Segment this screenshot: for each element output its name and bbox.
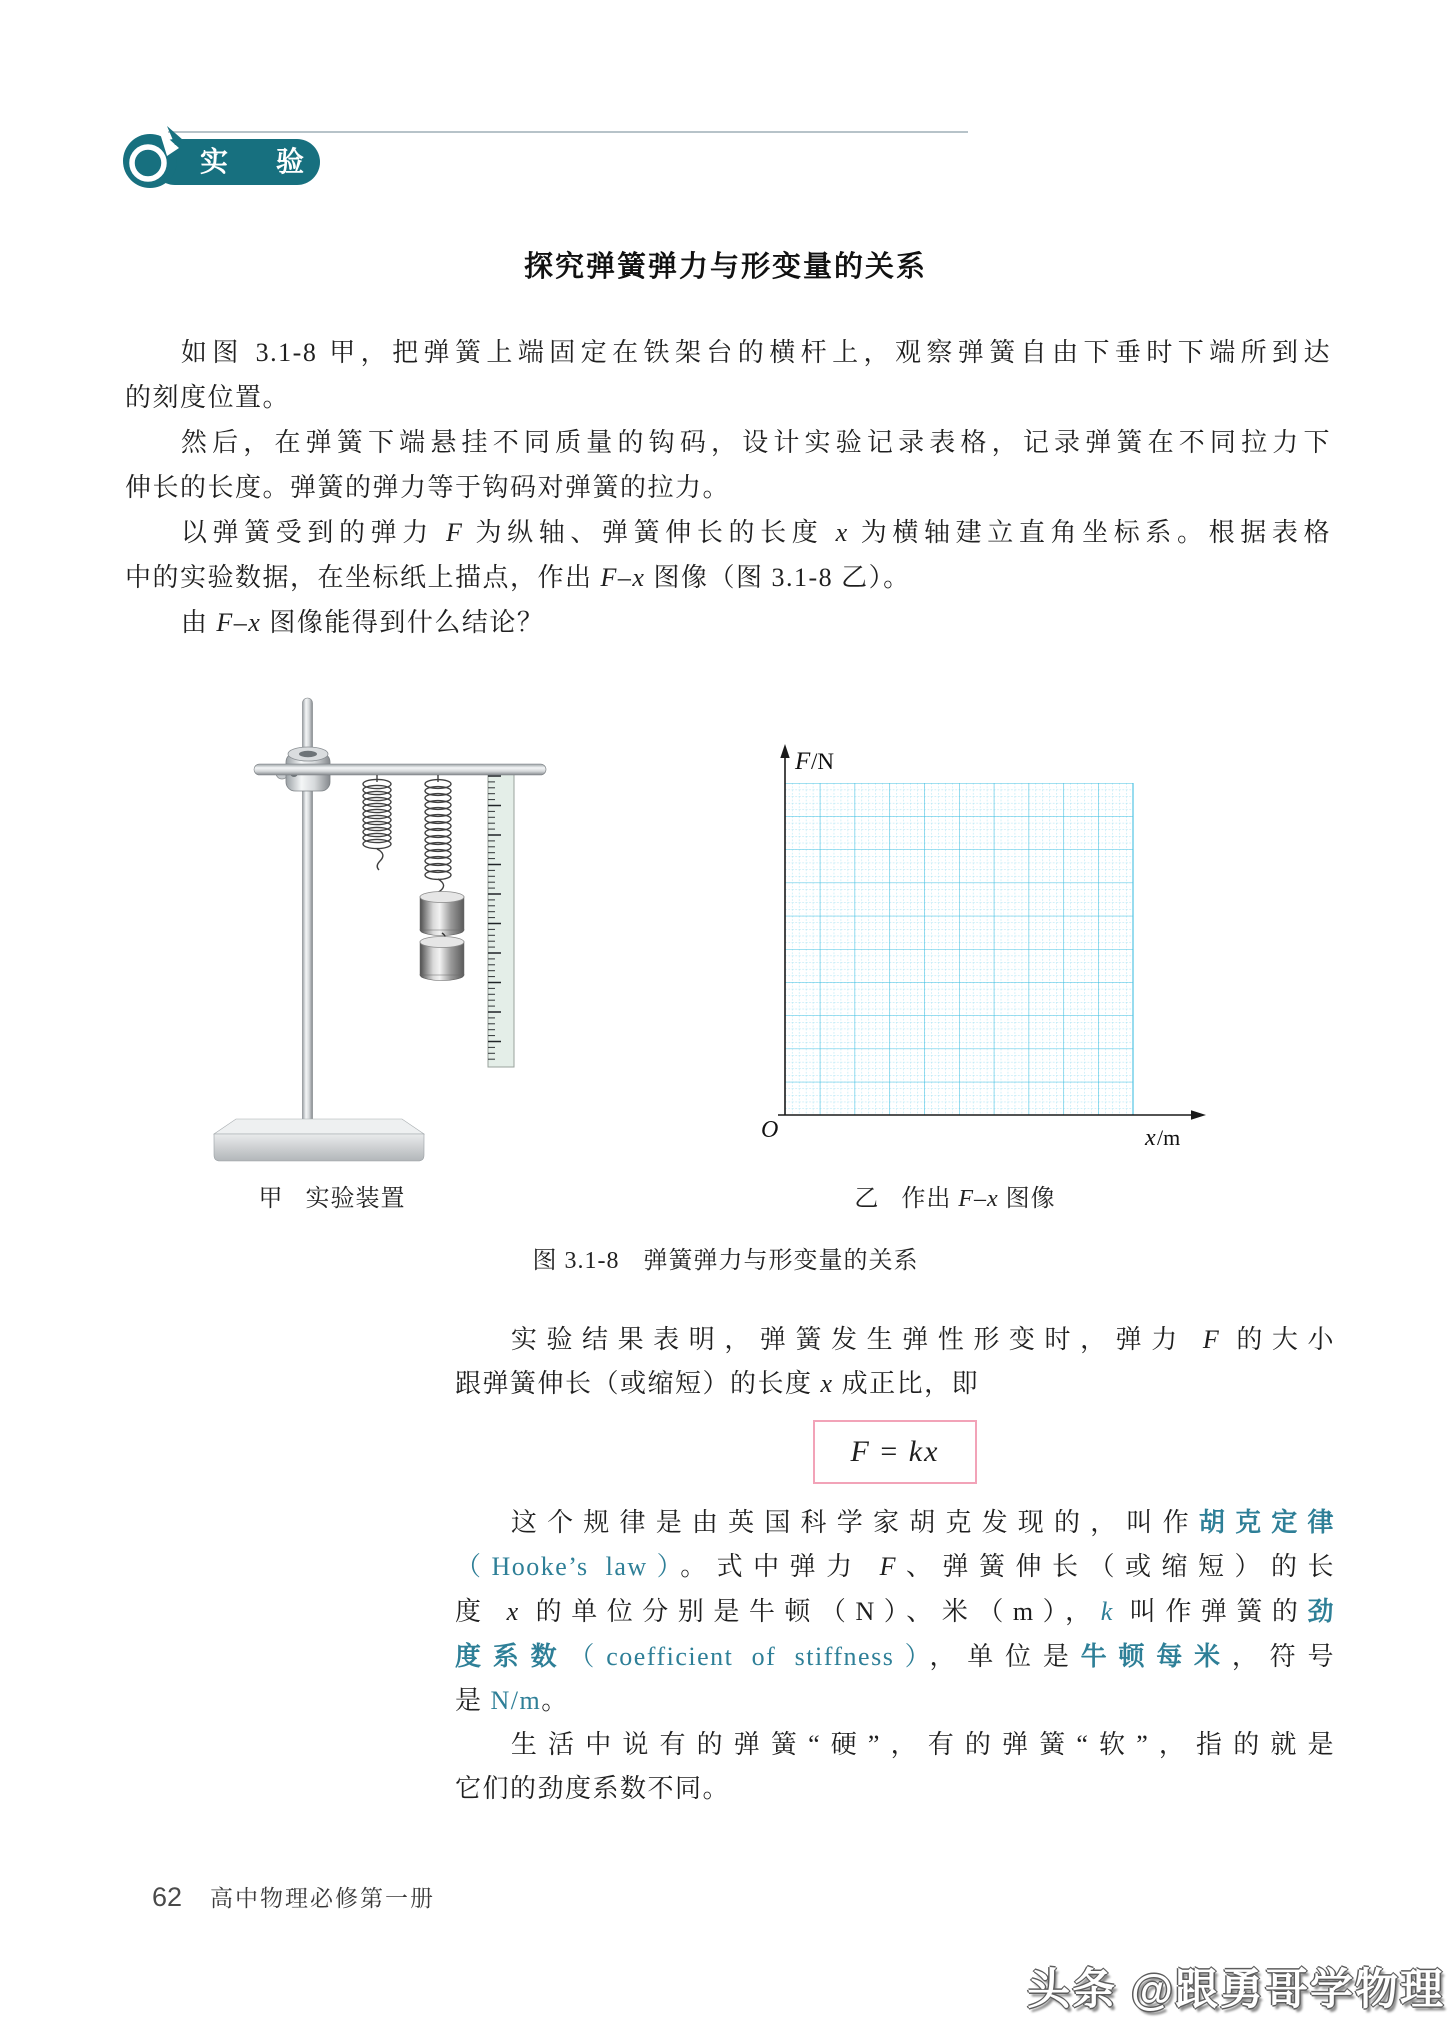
graph-paper — [785, 783, 1133, 1115]
caption-tag: 乙 — [854, 1186, 880, 1212]
intro-line: 伸长的长度。弹簧的弹力等于钩码对弹簧的拉力。 — [125, 473, 731, 502]
var-x: x — [987, 1186, 999, 1212]
page-title: 探究弹簧弹力与形变量的关系 — [523, 251, 927, 283]
results-line: 是 N/m。 — [455, 1686, 569, 1715]
term-hookes-law-en: （Hooke’s law） — [455, 1552, 681, 1581]
var-F: F — [446, 518, 464, 547]
term-newton-per-meter: 牛顿每米 — [1080, 1641, 1232, 1671]
unit-n-per-m: N/m — [490, 1686, 542, 1715]
spring-unloaded — [363, 775, 391, 870]
results-line: 度系数（coefficient of stiffness），单位是牛顿每米，符号 — [455, 1641, 1335, 1671]
results-line: 度 x 的单位分别是牛顿（N）、米（m），k 叫作弹簧的劲 — [455, 1596, 1335, 1626]
stand-base — [214, 1119, 424, 1161]
caption-apparatus: 甲 实验装置 — [258, 1186, 406, 1212]
ruler — [488, 771, 514, 1067]
caption-graph: 乙 作出 F–x 图像 — [854, 1186, 1056, 1212]
var-F: F — [958, 1186, 974, 1212]
var-x: x — [248, 608, 262, 637]
var-F: F — [1202, 1325, 1221, 1354]
term-stiffness-cn: 度系数 — [455, 1641, 569, 1671]
apparatus-figure — [188, 683, 560, 1170]
term-stiffness-cn: 劲 — [1307, 1596, 1335, 1626]
figure-main-caption: 图 3.1-8 弹簧弹力与形变量的关系 — [532, 1248, 919, 1274]
var-F: F — [879, 1552, 898, 1581]
x-axis-label-unit: /m — [1157, 1125, 1181, 1150]
y-axis-label-var: F — [795, 748, 811, 775]
figure-number: 图 3.1-8 — [532, 1248, 620, 1274]
caption-tag: 甲 — [258, 1186, 284, 1212]
y-axis-label-unit: /N — [811, 749, 834, 774]
term-stiffness-en: （coefficient of stiffness） — [568, 1642, 930, 1671]
results-line: 生活中说有的弹簧“硬”，有的弹簧“软”，指的就是 — [510, 1730, 1335, 1759]
formula-lhs: F — [850, 1435, 871, 1468]
intro-line: 的刻度位置。 — [125, 383, 291, 412]
crossbar — [254, 764, 546, 775]
var-x: x — [506, 1597, 520, 1626]
intro-line: 由 F–x 图像能得到什么结论？ — [180, 608, 545, 637]
var-F: F — [216, 608, 234, 637]
results-line: 这个规律是由英国科学家胡克发现的，叫作胡克定律 — [510, 1507, 1335, 1537]
results-text-block — [455, 1318, 1335, 1811]
experiment-icon — [121, 126, 183, 192]
watermark: 头条 @跟勇哥学物理 — [1027, 1966, 1445, 2014]
results-line: 实验结果表明，弹簧发生弹性形变时，弹力 F 的大小 — [510, 1325, 1335, 1354]
var-x: x — [820, 1369, 834, 1398]
book-title: 高中物理必修第一册 — [210, 1886, 436, 1911]
graph-figure — [745, 735, 1215, 1175]
intro-text-block — [125, 330, 1331, 645]
intro-line: 中的实验数据，在坐标纸上描点，作出 F–x 图像（图 3.1-8 乙）。 — [125, 563, 911, 592]
var-k: k — [1100, 1597, 1114, 1626]
hanging-weights — [420, 892, 464, 981]
intro-line: 然后，在弹簧下端悬挂不同质量的钩码，设计实验记录表格，记录弹簧在不同拉力下 — [180, 428, 1331, 457]
var-x: x — [835, 518, 849, 547]
intro-line: 如图 3.1-8 甲，把弹簧上端固定在铁架台的横杆上，观察弹簧自由下垂时下端所到达 — [180, 338, 1331, 367]
experiment-badge-label: 实 验 — [200, 146, 315, 177]
page-number: 62 — [152, 1882, 183, 1912]
origin-label: O — [761, 1117, 779, 1143]
results-line: 跟弹簧伸长（或缩短）的长度 x 成正比，即 — [455, 1369, 980, 1398]
var-F: F — [600, 563, 618, 592]
formula-rhs: kx — [908, 1435, 940, 1468]
results-line: （Hooke’s law）。式中弹力 F、弹簧伸长（或缩短）的长 — [455, 1552, 1335, 1581]
spring-loaded — [425, 775, 451, 898]
header-divider-line — [168, 131, 968, 133]
var-x: x — [632, 563, 646, 592]
results-line: 它们的劲度系数不同。 — [455, 1774, 731, 1803]
hookes-law-formula — [813, 1420, 978, 1484]
x-axis-label-var: x — [1145, 1125, 1156, 1151]
term-hookes-law-cn: 胡克定律 — [1198, 1507, 1335, 1537]
intro-line: 以弹簧受到的弹力 F 为纵轴、弹簧伸长的长度 x 为横轴建立直角坐标系。根据表格 — [180, 518, 1331, 547]
page-footer — [152, 1880, 435, 1913]
formula-equals: = — [870, 1435, 909, 1468]
